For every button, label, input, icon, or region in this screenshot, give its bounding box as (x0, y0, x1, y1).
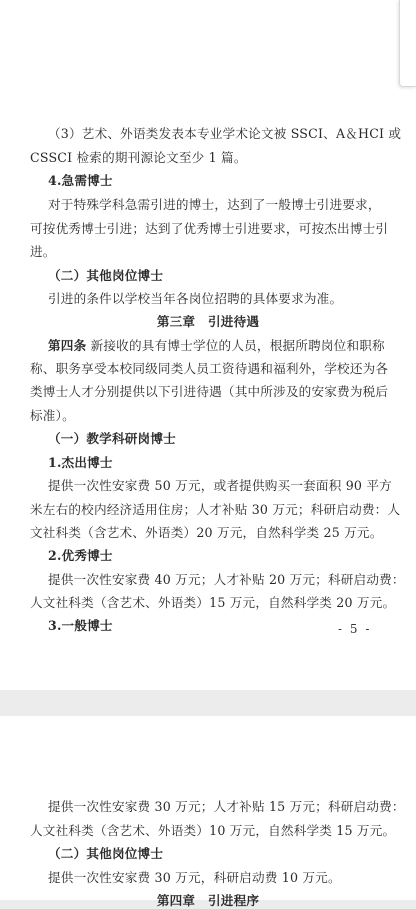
paragraph-line: （3）艺术、外语类发表本专业学术论文被 SSCI、A＆HCI 或 (48, 126, 402, 141)
subsection-heading: 1.杰出博士 (48, 455, 113, 470)
paragraph-line: 进。 (30, 244, 56, 259)
section-heading: 4.急需博士 (48, 173, 113, 188)
paragraph-line: 引进的条件以学校当年各岗位招聘的具体要求为准。 (48, 291, 343, 306)
paragraph-line: 人文社科类（含艺术、外语类）15 万元，自然科学类 20 万元。 (30, 595, 396, 610)
page-number: - 5 - (338, 622, 372, 636)
side-scroll-tab[interactable] (399, 0, 416, 87)
paragraph-line: 提供一次性安家费 50 万元，或者提供购买一套面积 90 平方 (48, 478, 392, 493)
paragraph-line: 人文社科类（含艺术、外语类）10 万元，自然科学类 15 万元。 (30, 823, 396, 838)
chapter-title: 第四章 引进程序 (156, 893, 260, 908)
article-text: 新接收的具有博士学位的人员，根据所聘岗位和职称 (86, 338, 385, 353)
chapter-title: 第三章 引进待遇 (156, 314, 260, 329)
section-heading: （一）教学科研岗博士 (48, 431, 176, 446)
section-heading: （二）其他岗位博士 (48, 846, 164, 861)
paragraph-line: 提供一次性安家费 40 万元；人才补贴 20 万元；科研启动费： (48, 572, 405, 587)
paragraph-line: 标准）。 (30, 408, 75, 423)
paragraph-line: 文社科类（含艺术、外语类）20 万元，自然科学类 25 万元。 (30, 525, 383, 540)
paragraph-line: 类博士人才分别提供以下引进待遇（其中所涉及的安家费为税后 (30, 384, 389, 399)
section-heading: （二）其他岗位博士 (48, 268, 164, 283)
paragraph-line (48, 338, 385, 354)
paragraph-line: 对于特殊学科急需引进的博士，达到了一般博士引进要求， (48, 197, 381, 212)
paragraph-line: CSSCI 检索的期刊源论文至少 1 篇。 (30, 150, 247, 165)
paragraph-line: 提供一次性安家费 30 万元；人才补贴 15 万元；科研启动费： (48, 799, 405, 814)
document-page-6 (0, 716, 416, 908)
article-label: 第四条 (48, 338, 87, 353)
paragraph-line: 可按优秀博士引进；达到了优秀博士引进要求，可按杰出博士引 (30, 221, 389, 236)
paragraph-line: 米左右的校内经济适用住房；人才补贴 30 万元；科研启动费：人 (30, 502, 401, 517)
subsection-heading: 2.优秀博士 (48, 548, 113, 563)
subsection-heading: 3.一般博士 (48, 618, 113, 633)
paragraph-line: 提供一次性安家费 30 万元，科研启动费 10 万元。 (48, 870, 341, 885)
paragraph-line: 称、职务享受本校同级同类人员工资待遇和福利外，学校还为各 (30, 361, 389, 376)
